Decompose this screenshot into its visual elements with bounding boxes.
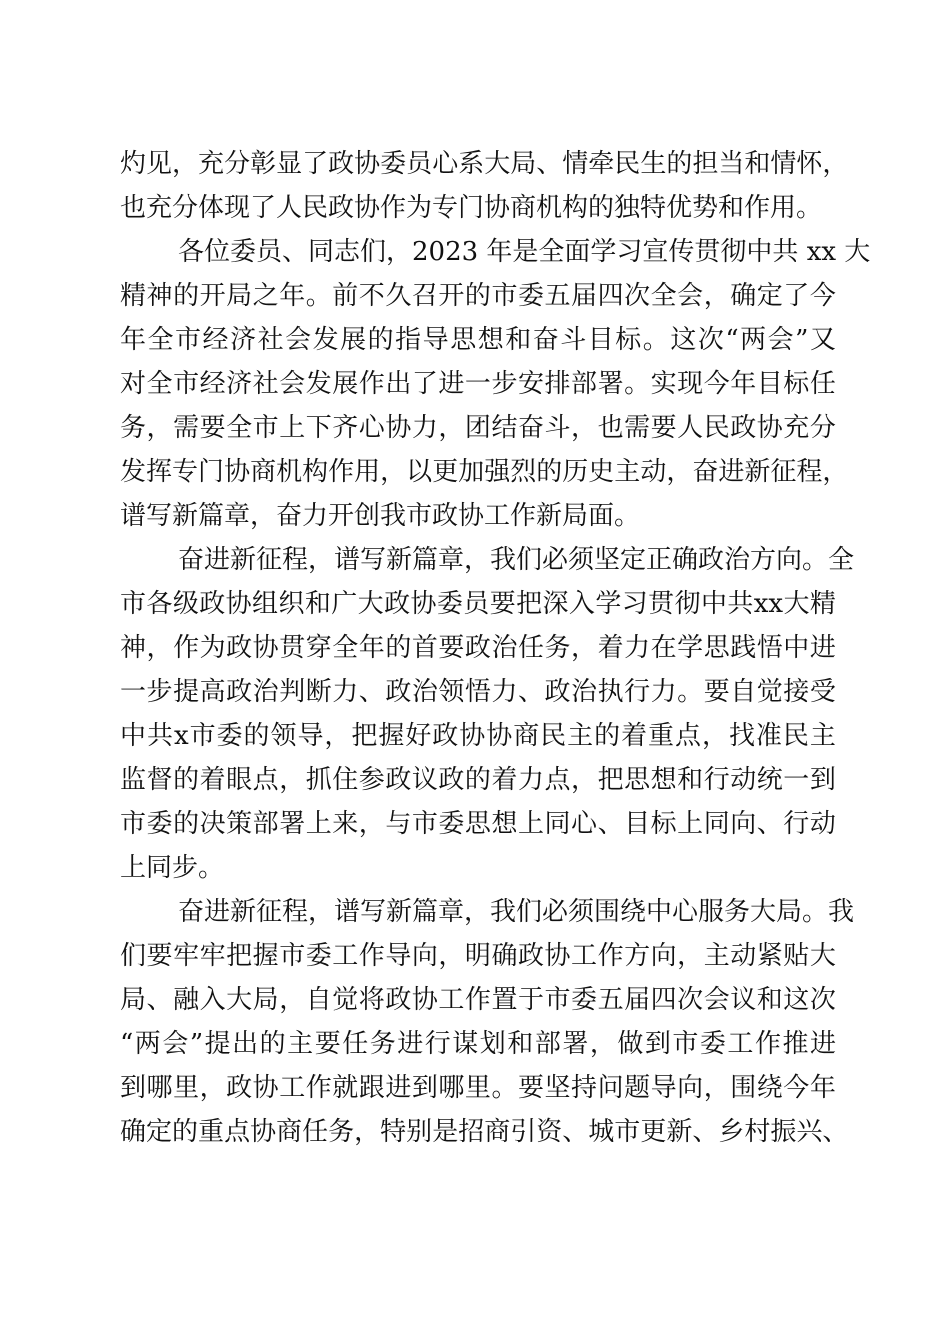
- text-line: 谱写新篇章，奋力开创我市政协工作新局面。: [120, 501, 641, 531]
- text-line: 精 神 的 开 局 之 年 。 前 不 久 召 开 的 市 委 五 届 四 次 全 会 ， 确 定 了 今: [120, 281, 836, 311]
- text-line: 发 挥 专 门 协 商 机 构 作 用 ， 以 更 加 强 烈 的 历 史 主 动 ， 奋 进 新 征 程 ，: [120, 457, 849, 487]
- text-line: 也充分体现了人民政协作为专门协商机构的独特优势和作用。: [120, 193, 823, 223]
- text-line: 神 ， 作 为 政 协 贯 穿 全 年 的 首 要 政 治 任 务 ， 着 力 在 学 思 践 悟 中 进: [120, 633, 836, 663]
- text-line: 上同步。: [120, 853, 225, 883]
- text-line: 灼 见 ， 充 分 彰 显 了 政 协 委 员 心 系 大 局 、 情 牵 民 生 的 担 当 和 情 怀 ，: [120, 149, 849, 179]
- text-line: 监 督 的 着 眼 点 ， 抓 住 参 政 议 政 的 着 力 点 ， 把 思 想 和 行 动 统 一 到: [120, 765, 836, 795]
- text-line: 市 各 级 政 协 组 织 和 广 大 政 协 委 员 要 把 深 入 学 习 贯 彻 中 共 xx 大 精: [120, 589, 836, 619]
- text-line: 确 定 的 重 点 协 商 任 务 ， 特 别 是 招 商 引 资 、 城 市 更 新 、 乡 村 振 兴 、: [120, 1117, 849, 1147]
- text-line: 一 步 提 高 政 治 判 断 力 、 政 治 领 悟 力 、 政 治 执 行 力 。 要 自 觉 接 受: [120, 677, 836, 707]
- text-line: 到 哪 里 ， 政 协 工 作 就 跟 进 到 哪 里 。 要 坚 持 问 题 导 向 ， 围 绕 今 年: [120, 1073, 836, 1103]
- text-line: 对 全 市 经 济 社 会 发 展 作 出 了 进 一 步 安 排 部 署 。 实 现 今 年 目 标 任: [120, 369, 836, 399]
- text-line: 中 共 x 市 委 的 领 导 ， 把 握 好 政 协 协 商 民 主 的 着 重 点 ， 找 准 民 主: [120, 721, 836, 751]
- text-line: 们 要 牢 牢 把 握 市 委 工 作 导 向 ， 明 确 政 协 工 作 方 向 ， 主 动 紧 贴 大: [120, 941, 836, 971]
- text-line: 奋进新征程，谱写新篇章，我们必须围绕中心服务大局。我: [178, 897, 855, 927]
- text-line: 局 、 融 入 大 局 ， 自 觉 将 政 协 工 作 置 于 市 委 五 届 四 次 会 议 和 这 次: [120, 985, 836, 1015]
- text-line: “ 两 会 ” 提 出 的 主 要 任 务 进 行 谋 划 和 部 署 ， 做 到 市 委 工 作 推 进: [120, 1029, 836, 1059]
- text-line: 市 委 的 决 策 部 署 上 来 ， 与 市 委 思 想 上 同 心 、 目 标 上 同 向 、 行 动: [120, 809, 836, 839]
- text-line: 年 全 市 经 济 社 会 发 展 的 指 导 思 想 和 奋 斗 目 标 。 这 次 “ 两 会 ” 又: [120, 325, 836, 355]
- text-line: 奋进新征程，谱写新篇章，我们必须坚定正确政治方向。全: [178, 545, 855, 575]
- text-line: 各位委员、同志们，2023 年是全面学习宣传贯彻中共 xx 大: [178, 237, 871, 267]
- text-line: 务 ， 需 要 全 市 上 下 齐 心 协 力 ， 团 结 奋 斗 ， 也 需 要 人 民 政 协 充 分: [120, 413, 836, 443]
